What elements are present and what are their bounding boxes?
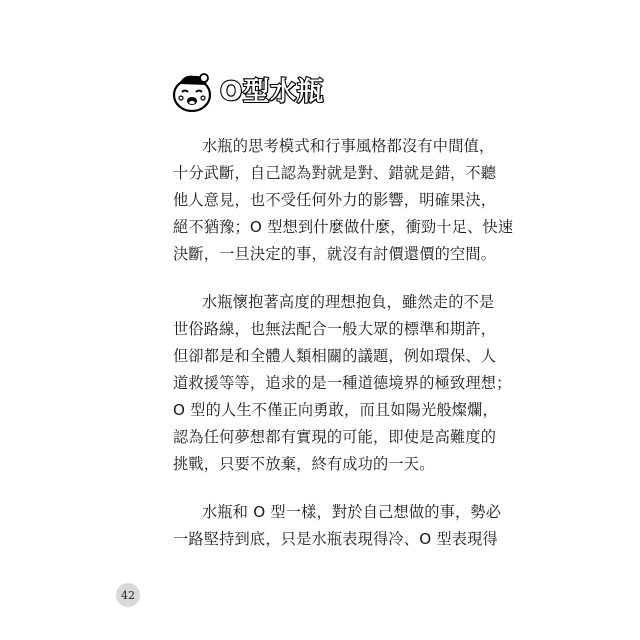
paragraph <box>173 133 514 268</box>
text-line: 一路堅持到底，只是水瓶表現得冷、O 型表現得 <box>173 530 498 548</box>
text-line: 道救援等等，追求的是一種道德境界的極致理想； <box>173 374 512 392</box>
text-line: 世俗路線，也無法配合一般大眾的標準和期許， <box>173 320 497 338</box>
text-line: 水瓶的思考模式和行事風格都沒有中間值， <box>202 137 495 155</box>
text-line: 絕不猶豫；O 型想到什麼做什麼，衝勁十足、快速 <box>173 218 514 236</box>
body-text <box>173 133 514 574</box>
text-line: 認為任何夢想都有實現的可能，即使是高難度的 <box>173 428 497 446</box>
text-line: 水瓶懷抱著高度的理想抱負，雖然走的不是 <box>202 293 495 311</box>
text-line: 決斷，一旦決定的事，就沒有討價還價的空間。 <box>173 245 497 263</box>
round-character-face-icon <box>170 70 214 114</box>
text-line: 挑戰，只要不放棄，終有成功的一天。 <box>173 455 435 473</box>
text-line: 但卻都是和全體人類相關的議題，例如環保、人 <box>173 347 497 365</box>
chapter-title: O型水瓶 <box>220 77 325 107</box>
paragraph <box>173 499 502 553</box>
text-line: 十分武斷，自己認為對就是對、錯就是錯，不聽 <box>173 164 497 182</box>
chapter-header <box>170 70 324 114</box>
text-line: 水瓶和 O 型一樣，對於自己想做的事，勢必 <box>202 503 502 521</box>
text-line: O 型的人生不僅正向勇敢，而且如陽光般燦爛， <box>173 401 498 419</box>
paragraph <box>173 289 512 478</box>
page-number-badge <box>116 583 140 607</box>
page-number: 42 <box>121 588 135 602</box>
text-line: 他人意見，也不受任何外力的影響，明確果決， <box>173 191 497 209</box>
